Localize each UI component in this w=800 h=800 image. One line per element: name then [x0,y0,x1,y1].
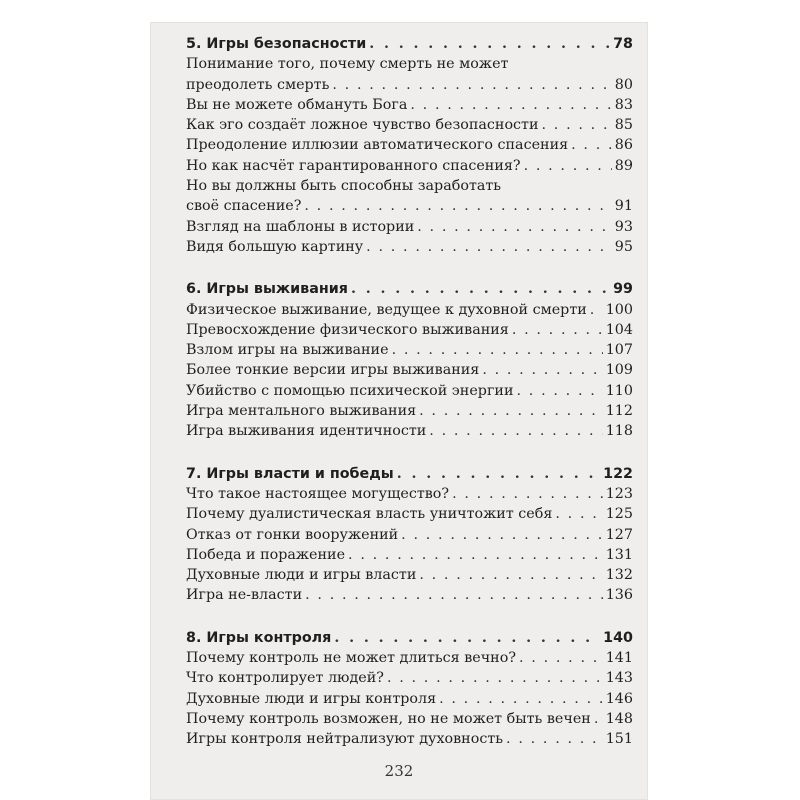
dot-leader [348,545,603,565]
entry-page-number: 100 [605,301,633,318]
entry-page-number: 132 [605,567,633,584]
chapter-heading [186,464,633,484]
entry-page-number: 118 [605,423,633,440]
toc-entry [186,54,633,95]
entry-page-number: 109 [605,362,633,379]
toc-entry [186,360,633,380]
dot-leader [397,464,600,484]
dot-leader [401,525,603,545]
entry-page-number: 146 [605,690,633,707]
dot-leader [519,648,603,668]
toc-entry [186,525,633,545]
chapter-page-number: 140 [603,629,633,646]
chapter-page-number: 78 [613,36,633,52]
entry-page-number: 85 [614,117,633,134]
chapter-section [186,628,633,750]
chapter-section [186,464,633,606]
dot-leader [410,95,611,115]
dot-leader [366,237,612,257]
toc-entry [186,381,633,401]
toc-entry [186,484,633,504]
entry-title: Игры контроля нейтрализуют духовность [186,731,504,748]
entry-title: Вы не можете обмануть Бога [186,96,408,113]
toc-entry [186,709,633,729]
entry-page-number: 136 [605,587,633,604]
toc-entry [186,545,633,565]
entry-title: Взлом игры на выживание [186,342,389,359]
entry-page-number: 89 [614,157,633,174]
entry-page-number: 80 [614,76,633,93]
chapter-section [186,279,633,441]
entry-title: Убийство с помощью психической энергии [186,382,514,399]
dot-leader [452,484,603,504]
chapter-title: 6. Игры выживания [186,281,348,298]
toc-entry [186,668,633,688]
entry-page-number: 95 [614,238,633,255]
entry-title: Почему контроль не может длиться вечно? [186,650,516,667]
dot-leader [305,585,603,605]
toc-entry [186,421,633,441]
entry-title: Видя большую картину [186,238,364,255]
entry-title: Игра выживания идентичности [186,423,427,440]
toc-entry [186,565,633,585]
entry-page-number: 110 [605,382,633,399]
dot-leader [334,628,600,648]
entry-page-number: 125 [605,506,633,523]
entry-title: Как эго создаёт ложное чувство безопасности [186,117,539,134]
toc-entry [186,729,633,749]
book-page [150,22,648,800]
dot-leader [555,504,602,524]
entry-page-number: 93 [614,218,633,235]
toc-entry [186,320,633,340]
entry-title: Игра не-власти [186,587,303,604]
toc-entry [186,401,633,421]
chapter-section [186,34,633,257]
entry-page-number: 148 [605,710,633,727]
toc-entry [186,95,633,115]
entry-title: Но как насчёт гарантированного спасения? [186,157,521,174]
toc-entry [186,300,633,320]
entry-page-number: 141 [605,650,633,667]
dot-leader [590,300,603,320]
chapter-heading [186,279,633,299]
entry-page-number: 91 [614,198,633,215]
entry-page-number: 83 [614,96,633,113]
entry-title-line: Но вы должны быть способны заработать [186,178,502,195]
toc-entry [186,585,633,605]
entry-title: Взгляд на шаблоны в истории [186,218,415,235]
toc-entry [186,237,633,257]
dot-leader [439,689,603,709]
dot-leader [417,217,612,237]
dot-leader [387,668,603,688]
toc-entry [186,156,633,176]
chapter-title: 5. Игры безопасности [186,36,367,52]
entry-title-line: Понимание того, почему смерть не может [186,56,509,73]
entry-title: Игра ментального выживания [186,403,417,420]
table-of-contents [186,34,633,772]
entry-page-number: 112 [605,403,633,420]
entry-page-number: 104 [605,321,633,338]
dot-leader [369,34,610,54]
dot-leader [429,421,602,441]
dot-leader [517,381,603,401]
toc-entry [186,217,633,237]
toc-entry [186,135,633,155]
dot-leader [524,156,612,176]
entry-title: Победа и поражение [186,546,346,563]
dot-leader [351,279,610,299]
entry-page-number: 127 [605,526,633,543]
entry-title: Преодоление иллюзии автоматического спасения [186,137,569,154]
chapter-heading [186,34,633,54]
toc-entry [186,648,633,668]
entry-title: Что контролирует людей? [186,670,384,687]
entry-page-number: 86 [614,137,633,154]
dot-leader [332,75,611,95]
chapter-title: 8. Игры контроля [186,629,332,646]
dot-leader [512,320,603,340]
entry-title: Духовные люди и игры власти [186,567,417,584]
dot-leader [419,565,602,585]
entry-title-line: преодолеть смерть [186,76,330,93]
dot-leader [392,340,603,360]
entry-title: Духовные люди и игры контроля [186,690,437,707]
entry-title: Более тонкие версии игры выживания [186,362,480,379]
entry-title: Что такое настоящее могущество? [186,485,450,502]
dot-leader [506,729,603,749]
dot-leader [304,196,611,216]
entry-page-number: 123 [605,485,633,502]
toc-entry [186,504,633,524]
dot-leader [571,135,612,155]
dot-leader [482,360,602,380]
entry-title: Превосхождение физического выживания [186,321,509,338]
entry-title: Отказ от гонки вооружений [186,526,399,543]
entry-page-number: 131 [605,546,633,563]
toc-entry [186,176,633,217]
chapter-page-number: 122 [603,465,633,482]
entry-page-number: 143 [605,670,633,687]
entry-title: Физическое выживание, ведущее к духовной смерти [186,301,587,318]
dot-leader [542,115,612,135]
toc-entry [186,689,633,709]
entry-title: Почему контроль возможен, но не может быть вечен [186,710,591,727]
chapter-title: 7. Игры власти и победы [186,465,394,482]
toc-entry [186,115,633,135]
entry-page-number: 151 [605,731,633,748]
chapter-heading [186,628,633,648]
toc-entry [186,340,633,360]
page-number: 232 [384,762,414,780]
chapter-page-number: 99 [613,281,633,298]
dot-leader [419,401,603,421]
entry-title-line: своё спасение? [186,198,302,215]
dot-leader [594,709,603,729]
entry-page-number: 107 [605,342,633,359]
entry-title: Почему дуалистическая власть уничтожит себя [186,506,553,523]
